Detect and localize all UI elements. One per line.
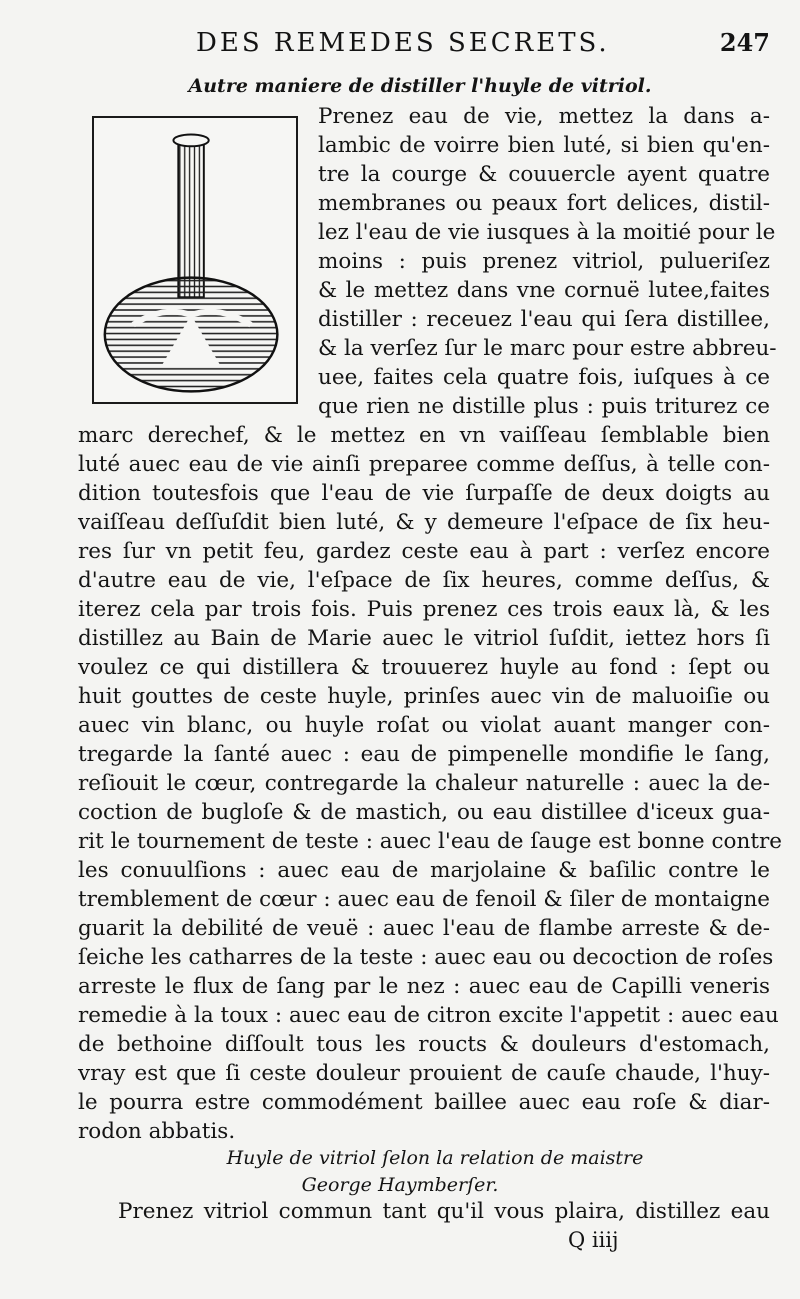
text-line: distiller : receuez l'eau qui ſera distillee, [318,307,770,332]
text-line: luté auec eau de vie ainſi preparee comme deſſus, à telle con- [78,452,770,477]
text-line: membranes ou peaux fort delices, distil- [318,191,770,216]
text-line: huit gouttes de ceste huyle, prinſes auec vin de maluoiſie ou [78,684,770,709]
text-line: lez l'eau de vie iusques à la moitié pour le [318,220,776,245]
text-line: rit le tournement de teste : auec l'eau de ſauge est bonne contre [78,829,782,854]
text-line: vray est que ſi ceste douleur prouient de cauſe chaude, l'huy- [78,1061,770,1086]
text-line: arreste le flux de ſang par le nez : auec eau de Capilli veneris [78,974,770,999]
text-line: distillez au Bain de Marie auec le vitriol ſuſdit, iettez hors ſi [78,626,770,651]
text-line: Prenez vitriol commun tant qu'il vous plaira, distillez eau [118,1199,770,1224]
section-title: Autre maniere de distiller l'huyle de vitriol. [188,75,652,97]
text-line: tregarde la ſanté auec : eau de pimpenelle mondifie le ſang, [78,742,770,767]
text-line: marc derechef, & le mettez en vn vaiſſeau ſemblable bien [78,423,770,448]
text-line: tremblement de cœur : auec eau de fenoil & ſiler de montaigne [78,887,771,912]
alembic-woodcut-illustration [92,116,298,404]
text-line: & la verſez ſur le marc pour estre abbreu- [318,336,777,361]
text-line: d'autre eau de vie, l'eſpace de ſix heures, comme deſſus, & [78,568,770,593]
text-line: ſeiche les catharres de la teste : auec eau ou decoction de roſes [78,945,774,970]
text-line: auec vin blanc, ou huyle roſat ou violat auant manger con- [78,713,770,738]
text-line: tre la courge & couuercle ayent quatre [318,162,770,187]
flask-icon [94,118,296,402]
text-line: Prenez eau de vie, mettez la dans a- [318,104,770,129]
text-line: coction de bugloſe & de mastich, ou eau distillee d'iceux gua- [78,800,770,825]
text-line: lambic de voirre bien luté, si bien qu'en- [318,133,770,158]
text-line: & le mettez dans vne cornuë lutee,faites [318,278,770,303]
signature-mark: Q iiij [568,1228,619,1252]
running-head: DES REMEDES SECRETS. [196,28,610,58]
text-line: dition toutesfois que l'eau de vie ſurpaſſe de deux doigts au [78,481,770,506]
page-number: 247 [719,28,770,57]
section-title-2-line-2: George Haymberſer. [301,1174,499,1196]
text-line: remedie à la toux : auec eau de citron excite l'appetit : auec eau [78,1003,779,1028]
text-line: vaiſſeau deſſuſdit bien luté, & y demeure l'eſpace de ſix heu- [78,510,770,535]
text-line: moins : puis prenez vitriol, pulueriſez [318,249,770,274]
text-line: les conuulſions : auec eau de marjolaine & baſilic contre le [78,858,770,883]
text-line: que rien ne distille plus : puis triturez ce [318,394,770,419]
text-line: reſiouit le cœur, contregarde la chaleur naturelle : auec la de- [78,771,770,796]
text-line: uee, faites cela quatre fois, iuſques à ce [318,365,770,390]
section-title-2-line-1: Huyle de vitriol ſelon la relation de maistre [226,1147,644,1169]
text-line: res ſur vn petit feu, gardez ceste eau à part : verſez encore [78,539,770,564]
text-line: guarit la debilité de veuë : auec l'eau de flambe arreste & de- [78,916,770,941]
text-line: le pourra estre commodément baillee auec eau roſe & diar- [78,1090,770,1115]
page-header [150,28,770,58]
text-line: de bethoine diſſoult tous les roucts & douleurs d'estomach, [78,1032,770,1057]
text-line: voulez ce qui distillera & trouuerez huyle au fond : ſept ou [78,655,770,680]
text-line: rodon abbatis. [78,1119,236,1144]
text-line: iterez cela par trois fois. Puis prenez ces trois eaux là, & les [78,597,770,622]
